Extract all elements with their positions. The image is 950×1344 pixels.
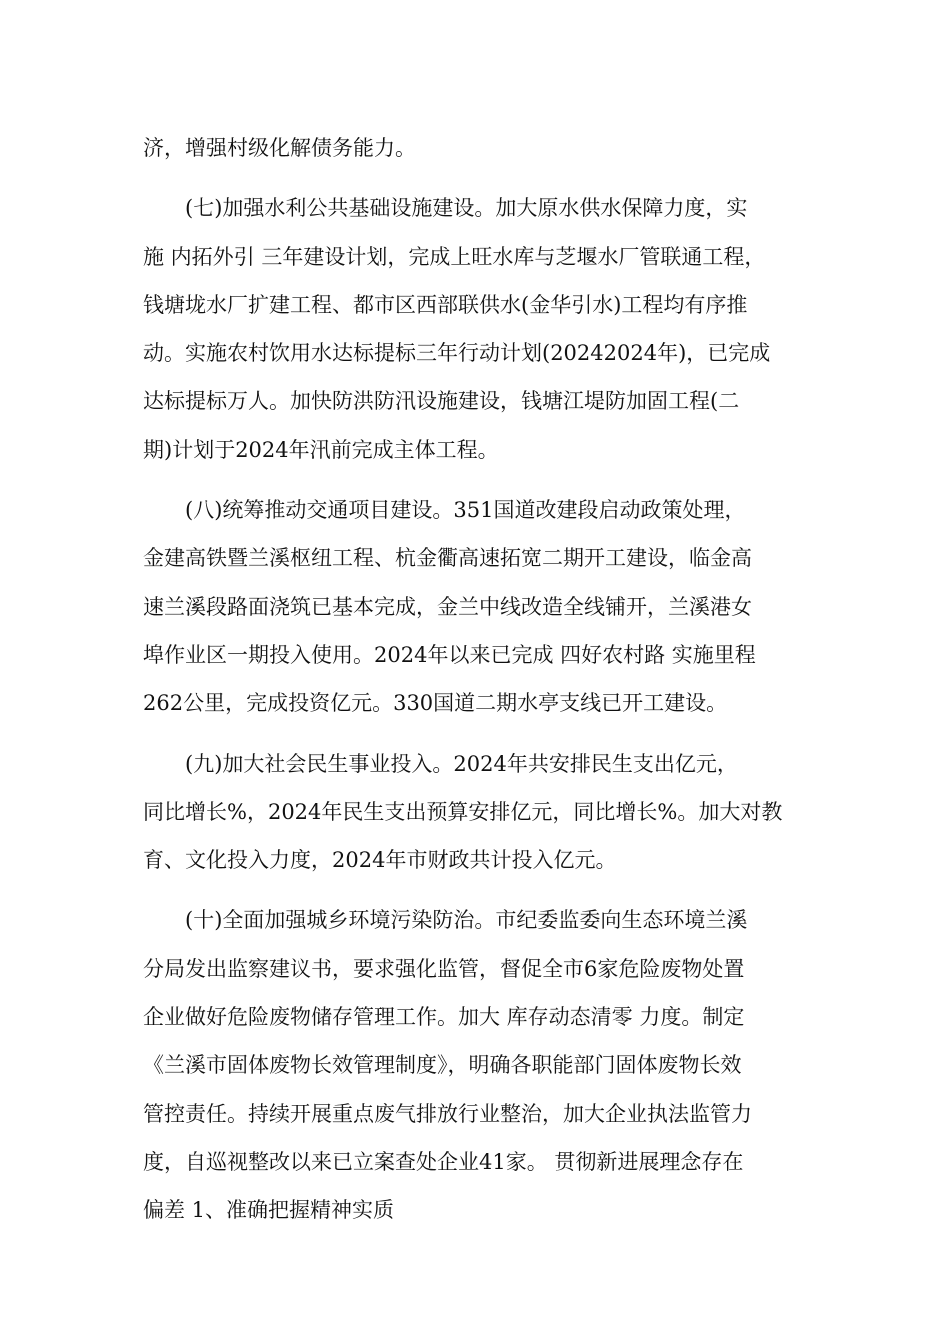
text-line: (九)加大社会民生事业投入。2024年共安排民生支出亿元，: [185, 751, 738, 776]
text-line: 埠作业区一期投入使用。2024年以来已完成 四好农村路 实施里程: [143, 642, 756, 667]
text-line: 动。实施农村饮用水达标提标三年行动计划(20242024年)，已完成: [143, 341, 771, 366]
text-line: 企业做好危险废物储存管理工作。加大 库存动态清零 力度。制定: [143, 1005, 745, 1030]
text-line: 期)计划于2024年汛前完成主体工程。: [143, 437, 499, 462]
text-line: 262公里，完成投资亿元。330国道二期水亭支线已开工建设。: [143, 691, 728, 716]
text-line: 管控责任。持续开展重点废气排放行业整治，加大企业执法监管力: [143, 1101, 752, 1126]
text-line: 育、文化投入力度，2024年市财政共计投入亿元。: [143, 848, 617, 873]
text-line: 施 内拓外引 三年建设计划，完成上旺水库与芝堰水厂管联通工程，: [143, 244, 766, 269]
text-line: 速兰溪段路面浇筑已基本完成，金兰中线改造全线铺开，兰溪港女: [143, 594, 752, 619]
text-line: 济，增强村级化解债务能力。: [143, 136, 416, 160]
text-line: 《兰溪市固体废物长效管理制度》，明确各职能部门固体废物长效: [143, 1053, 742, 1078]
paragraph-debt: [143, 124, 823, 172]
paragraph-transport-projects: [143, 486, 823, 727]
text-line: 钱塘垅水厂扩建工程、都市区西部联供水(金华引水)工程均有序推: [143, 292, 748, 317]
text-line: (七)加强水利公共基础设施建设。加大原水供水保障力度，实: [185, 196, 748, 221]
document-body: [143, 124, 823, 1235]
text-line: 偏差 1、准确把握精神实质: [143, 1198, 395, 1223]
text-line: 金建高铁暨兰溪枢纽工程、杭金衢高速拓宽二期开工建设，临金高: [143, 546, 752, 571]
text-line: 分局发出监察建议书，要求强化监管，督促全市6家危险废物处置: [143, 956, 745, 981]
paragraph-water-infrastructure: [143, 184, 823, 474]
text-line: 度，自巡视整改以来已立案查处企业41家。 贯彻新进展理念存在: [143, 1149, 744, 1174]
text-line: (八)统筹推动交通项目建设。351国道改建段启动政策处理，: [185, 498, 746, 523]
text-line: 同比增长%，2024年民生支出预算安排亿元，同比增长%。加大对教: [143, 799, 783, 824]
paragraph-livelihood-investment: [143, 740, 823, 885]
text-line: (十)全面加强城乡环境污染防治。市纪委监委向生态环境兰溪: [185, 908, 748, 933]
paragraph-pollution-control: [143, 896, 823, 1234]
text-line: 达标提标万人。加快防洪防汛设施建设，钱塘江堤防加固工程(二: [143, 389, 740, 414]
